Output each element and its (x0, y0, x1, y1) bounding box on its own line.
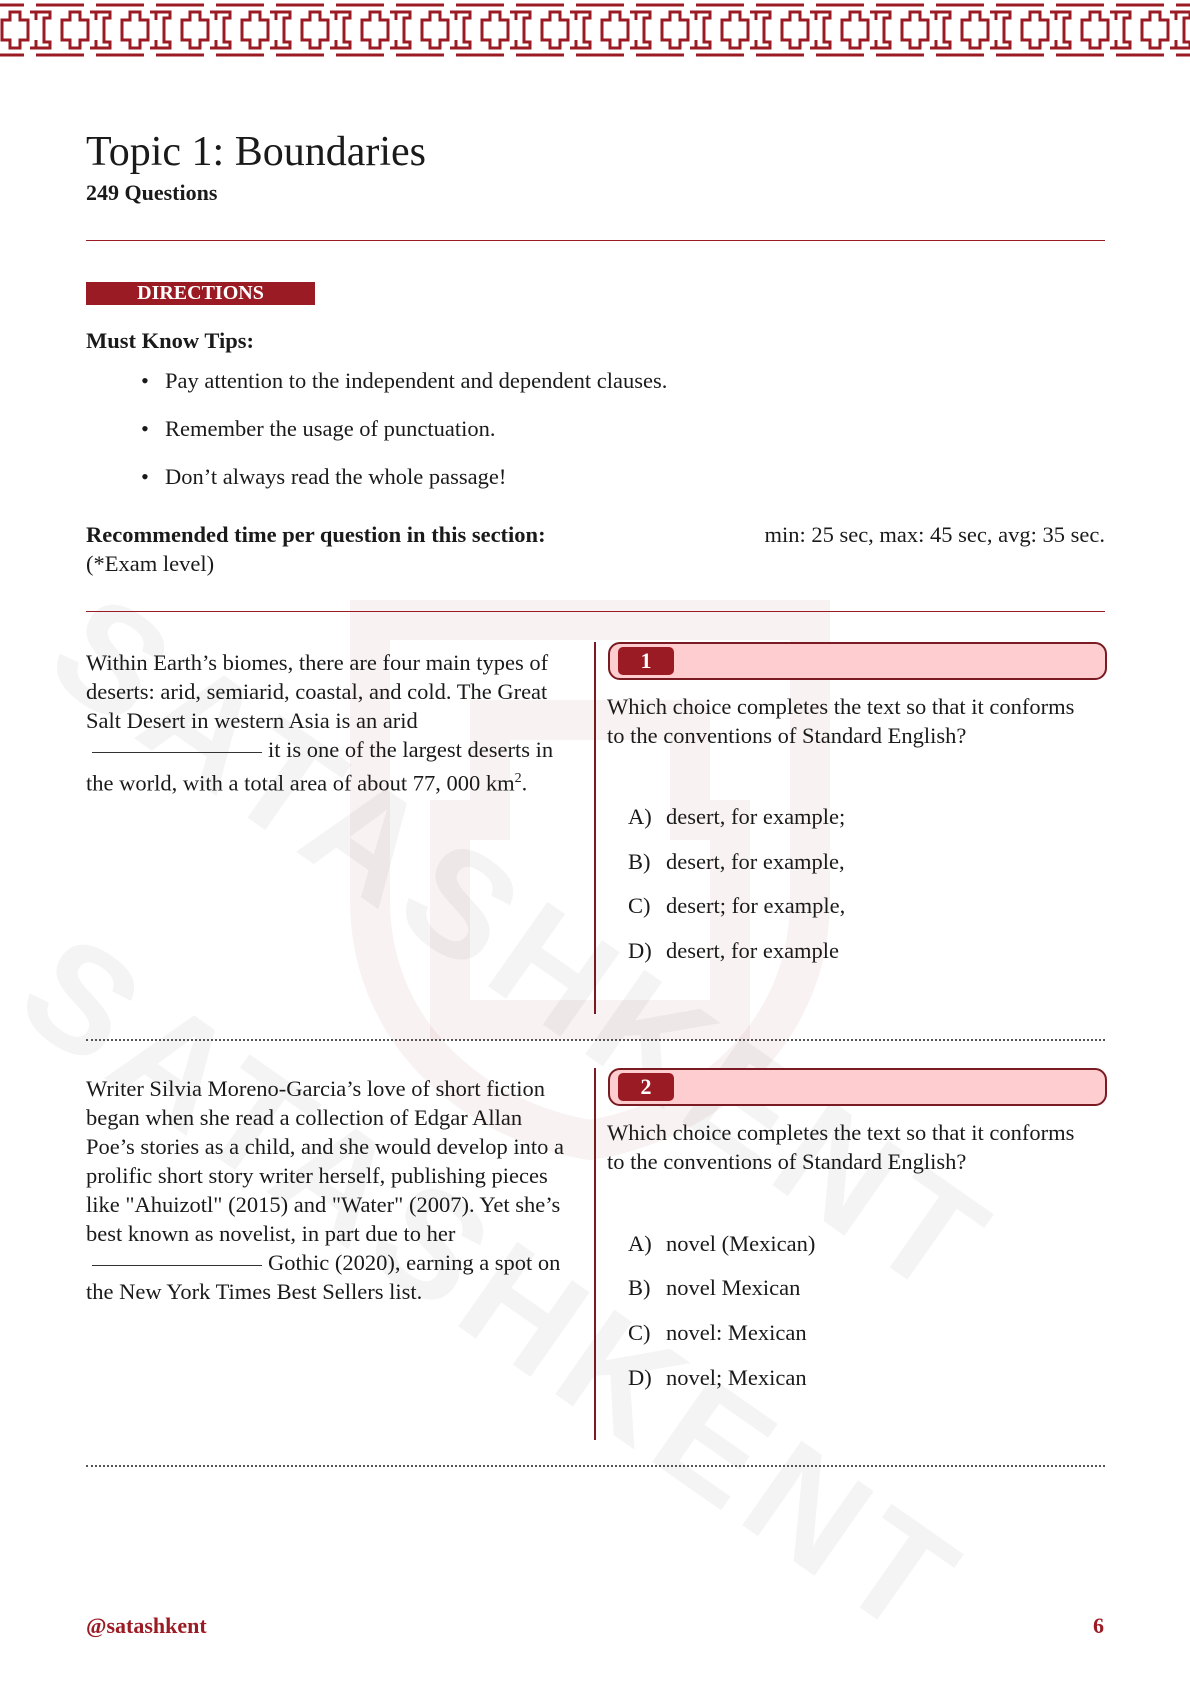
superscript: 2 (514, 771, 522, 786)
question-header (608, 1068, 1107, 1106)
dotted-separator (86, 1039, 1105, 1041)
passage-text: Within Earth’s biomes, there are four main types of deserts: arid, semiarid, coastal, and cold. The Great Salt Desert in western Asia is an arid (86, 650, 549, 733)
question-header (608, 642, 1107, 680)
option-c[interactable] (628, 1320, 807, 1346)
tip-item: Pay attention to the independent and dependent clauses. (165, 368, 668, 393)
dotted-separator (86, 1465, 1105, 1467)
question-prompt: Which choice completes the text so that it conforms to the conventions of Standard English? (607, 694, 1075, 748)
tip-item: Don’t always read the whole passage! (165, 464, 507, 489)
column-divider (594, 1068, 596, 1440)
passage-text: . (521, 770, 528, 796)
bullet-icon: • (141, 416, 149, 441)
question-number: 1 (618, 647, 674, 675)
option-text: novel; Mexican (666, 1365, 807, 1390)
question-count: 249 Questions (86, 180, 218, 205)
page-title: Topic 1: Boundaries (86, 129, 426, 175)
time-value: min: 25 sec, max: 45 sec, avg: 35 sec. (764, 522, 1105, 547)
option-c[interactable] (628, 893, 845, 919)
option-letter: A) (628, 804, 652, 829)
option-text: novel: Mexican (666, 1320, 807, 1345)
passage-text: Gothic (2020), earning a spot on the New York Times Best Sellers list. (86, 1250, 561, 1304)
time-note: (*Exam level) (86, 551, 215, 576)
footer-handle[interactable]: @satashkent (86, 1613, 207, 1638)
option-text: novel (Mexican) (666, 1231, 816, 1256)
tip-item: Remember the usage of punctuation. (165, 416, 496, 441)
option-b[interactable] (628, 849, 845, 875)
directions-badge: DIRECTIONS (86, 282, 315, 305)
time-label: Recommended time per question in this section: (86, 522, 546, 547)
blank (92, 1264, 262, 1266)
page-number: 6 (1093, 1613, 1104, 1638)
bullet-icon: • (141, 368, 149, 393)
option-letter: C) (628, 1320, 651, 1345)
bullet-icon: • (141, 464, 149, 489)
divider (86, 611, 1105, 612)
option-text: desert, for example (666, 938, 840, 963)
blank (92, 751, 262, 753)
option-text: novel Mexican (666, 1275, 801, 1300)
option-text: desert, for example; (666, 804, 846, 829)
option-text: desert, for example, (666, 849, 845, 874)
option-letter: B) (628, 1275, 651, 1300)
option-a[interactable] (628, 804, 845, 830)
ornamental-border (0, 0, 1190, 60)
option-letter: C) (628, 893, 651, 918)
option-d[interactable] (628, 938, 839, 964)
question-number: 2 (618, 1073, 674, 1101)
option-letter: D) (628, 1365, 652, 1390)
passage-text: it is one of the largest deserts in the world, with a total area of about 77, 000 km (86, 737, 554, 796)
tips-heading: Must Know Tips: (86, 328, 254, 353)
passage-1 (86, 648, 570, 798)
recommended-time (86, 520, 1105, 549)
option-letter: D) (628, 938, 652, 963)
option-a[interactable] (628, 1231, 815, 1257)
passage-text: Writer Silvia Moreno-Garcia’s love of short fiction began when she read a collection of Edgar Allan Poe’s stories as a child, and she would develop into a prolific short story writer herself, publishing pieces like "Ahuizotl" (2015) and "Water" (2007). Yet she’s best known as novelist, in part due to her (86, 1076, 565, 1246)
passage-2 (86, 1074, 570, 1306)
option-letter: B) (628, 849, 651, 874)
option-d[interactable] (628, 1365, 807, 1391)
option-letter: A) (628, 1231, 652, 1256)
option-b[interactable] (628, 1275, 800, 1301)
column-divider (594, 642, 596, 1014)
question-prompt: Which choice completes the text so that it conforms to the conventions of Standard English? (607, 1120, 1075, 1174)
option-text: desert; for example, (666, 893, 846, 918)
divider (86, 240, 1105, 241)
